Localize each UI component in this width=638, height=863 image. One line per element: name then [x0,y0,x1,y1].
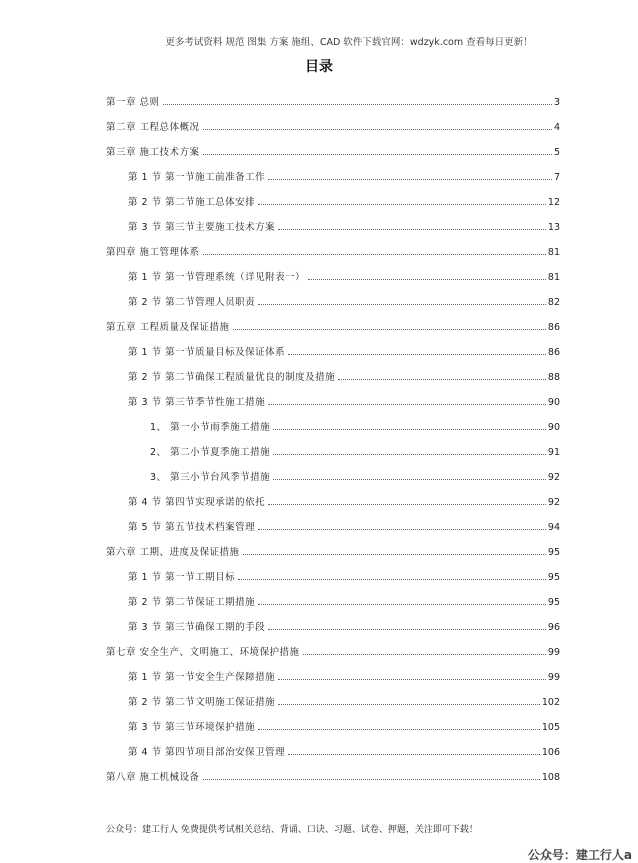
toc-entry-label: 第 3 节 第三节环境保护措施 [128,722,256,733]
toc-leader-dots [163,104,552,105]
toc-entry[interactable] [106,761,560,786]
toc-entry[interactable] [106,461,560,486]
toc-entry-page: 7 [553,172,560,183]
toc-entry-page: 4 [553,122,560,133]
toc-entry[interactable] [106,286,560,311]
toc-leader-dots [268,404,546,405]
toc-entry-label: 第 1 节 第一节管理系统（详见附表一） [128,272,306,283]
toc-entry-page: 81 [547,247,560,258]
toc-entry[interactable] [106,386,560,411]
toc-leader-dots [303,654,546,655]
toc-entry-page: 94 [547,522,560,533]
toc-entry-label: 第一章 总则 [106,97,160,108]
toc-entry[interactable] [106,86,560,111]
toc-entry-page: 95 [547,572,560,583]
toc-entry-page: 3 [553,97,560,108]
toc-entry-label: 第 2 节 第二节管理人员职责 [128,297,256,308]
toc-leader-dots [258,204,546,205]
toc-entry[interactable] [106,511,560,536]
toc-entry-page: 81 [547,272,560,283]
toc-leader-dots [268,504,546,505]
toc-leader-dots [258,729,540,730]
toc-entry-label: 第 1 节 第一节工期目标 [128,572,236,583]
toc-leader-dots [268,629,546,630]
toc-entry-label: 第二章 工程总体概况 [106,122,200,133]
toc-entry[interactable] [106,261,560,286]
toc-entry[interactable] [106,111,560,136]
toc-leader-dots [233,329,546,330]
toc-leader-dots [203,254,546,255]
toc-entry-label: 第 5 节 第五节技术档案管理 [128,522,256,533]
toc-leader-dots [258,304,546,305]
toc-entry-page: 95 [547,597,560,608]
table-of-contents [106,86,560,786]
toc-entry-page: 92 [547,497,560,508]
toc-entry[interactable] [106,161,560,186]
toc-entry-label: 第 2 节 第二节施工总体安排 [128,197,256,208]
toc-entry-page: 13 [547,222,560,233]
toc-entry-page: 99 [547,672,560,683]
toc-entry[interactable] [106,636,560,661]
toc-entry-label: 第 3 节 第三节季节性施工措施 [128,397,266,408]
toc-leader-dots [273,429,546,430]
toc-entry-label: 第 3 节 第三节主要施工技术方案 [128,222,276,233]
toc-entry-page: 108 [541,772,560,783]
toc-entry[interactable] [106,336,560,361]
toc-entry[interactable] [106,311,560,336]
toc-entry-label: 1、 第一小节雨季施工措施 [150,422,271,433]
toc-entry-label: 2、 第二小节夏季施工措施 [150,447,271,458]
toc-entry-page: 95 [547,547,560,558]
toc-leader-dots [203,129,552,130]
toc-entry-label: 第三章 施工技术方案 [106,147,200,158]
toc-entry[interactable] [106,411,560,436]
toc-entry-label: 第七章 安全生产、文明施工、环境保护措施 [106,647,300,658]
toc-entry[interactable] [106,136,560,161]
toc-leader-dots [258,604,546,605]
page-title: 目录 [305,59,333,75]
toc-entry-label: 第 3 节 第三节确保工期的手段 [128,622,266,633]
toc-leader-dots [273,454,546,455]
toc-entry-label: 第八章 施工机械设备 [106,772,200,783]
toc-leader-dots [273,479,546,480]
toc-entry-label: 第五章 工程质量及保证措施 [106,322,230,333]
toc-entry-page: 106 [541,747,560,758]
page-header: 更多考试资料 规范 图集 方案 施组、CAD 软件下载官网：wdzyk.com 查看每日更新！ [165,37,533,48]
toc-entry-page: 90 [547,422,560,433]
toc-entry[interactable] [106,736,560,761]
toc-entry-label: 第六章 工期、进度及保证措施 [106,547,240,558]
toc-entry-label: 第 2 节 第二节确保工程质量优良的制度及措施 [128,372,336,383]
toc-entry[interactable] [106,611,560,636]
toc-entry[interactable] [106,536,560,561]
toc-entry[interactable] [106,561,560,586]
toc-leader-dots [238,579,546,580]
toc-entry-label: 第 1 节 第一节施工前准备工作 [128,172,266,183]
toc-entry-page: 99 [547,647,560,658]
toc-entry-page: 91 [547,447,560,458]
toc-entry[interactable] [106,661,560,686]
toc-entry[interactable] [106,186,560,211]
toc-entry-page: 82 [547,297,560,308]
toc-leader-dots [278,704,540,705]
toc-entry-label: 第 1 节 第一节质量目标及保证体系 [128,347,286,358]
toc-entry-page: 86 [547,347,560,358]
toc-entry-label: 3、 第三小节台风季节措施 [150,472,271,483]
toc-entry-label: 第 4 节 第四节实现承诺的依托 [128,497,266,508]
toc-entry-page: 88 [547,372,560,383]
toc-entry[interactable] [106,711,560,736]
toc-entry-page: 86 [547,322,560,333]
toc-entry[interactable] [106,236,560,261]
toc-entry-page: 92 [547,472,560,483]
toc-entry-page: 5 [553,147,560,158]
toc-leader-dots [338,379,546,380]
toc-leader-dots [243,554,546,555]
toc-leader-dots [203,154,552,155]
toc-leader-dots [288,354,546,355]
toc-leader-dots [288,754,540,755]
toc-entry[interactable] [106,361,560,386]
toc-entry-page: 90 [547,397,560,408]
toc-entry-label: 第 1 节 第一节安全生产保障措施 [128,672,276,683]
toc-leader-dots [308,279,546,280]
toc-entry-page: 96 [547,622,560,633]
toc-entry[interactable] [106,436,560,461]
toc-entry-label: 第 2 节 第二节保证工期措施 [128,597,256,608]
toc-entry[interactable] [106,586,560,611]
toc-entry-page: 12 [547,197,560,208]
toc-leader-dots [268,179,552,180]
watermark: 公众号：建工行人a [527,848,632,862]
toc-entry-label: 第 2 节 第二节文明施工保证措施 [128,697,276,708]
toc-entry[interactable] [106,211,560,236]
toc-entry-label: 第 4 节 第四节项目部治安保卫管理 [128,747,286,758]
toc-entry-page: 102 [541,697,560,708]
page-footer: 公众号：建工行人 免费提供考试相关总结、背诵、口诀、习题、试卷、押题，关注即可下载！ [106,825,478,835]
toc-entry-label: 第四章 施工管理体系 [106,247,200,258]
toc-leader-dots [203,779,540,780]
toc-entry[interactable] [106,686,560,711]
toc-entry[interactable] [106,486,560,511]
toc-leader-dots [258,529,546,530]
toc-leader-dots [278,679,546,680]
toc-leader-dots [278,229,546,230]
toc-entry-page: 105 [541,722,560,733]
